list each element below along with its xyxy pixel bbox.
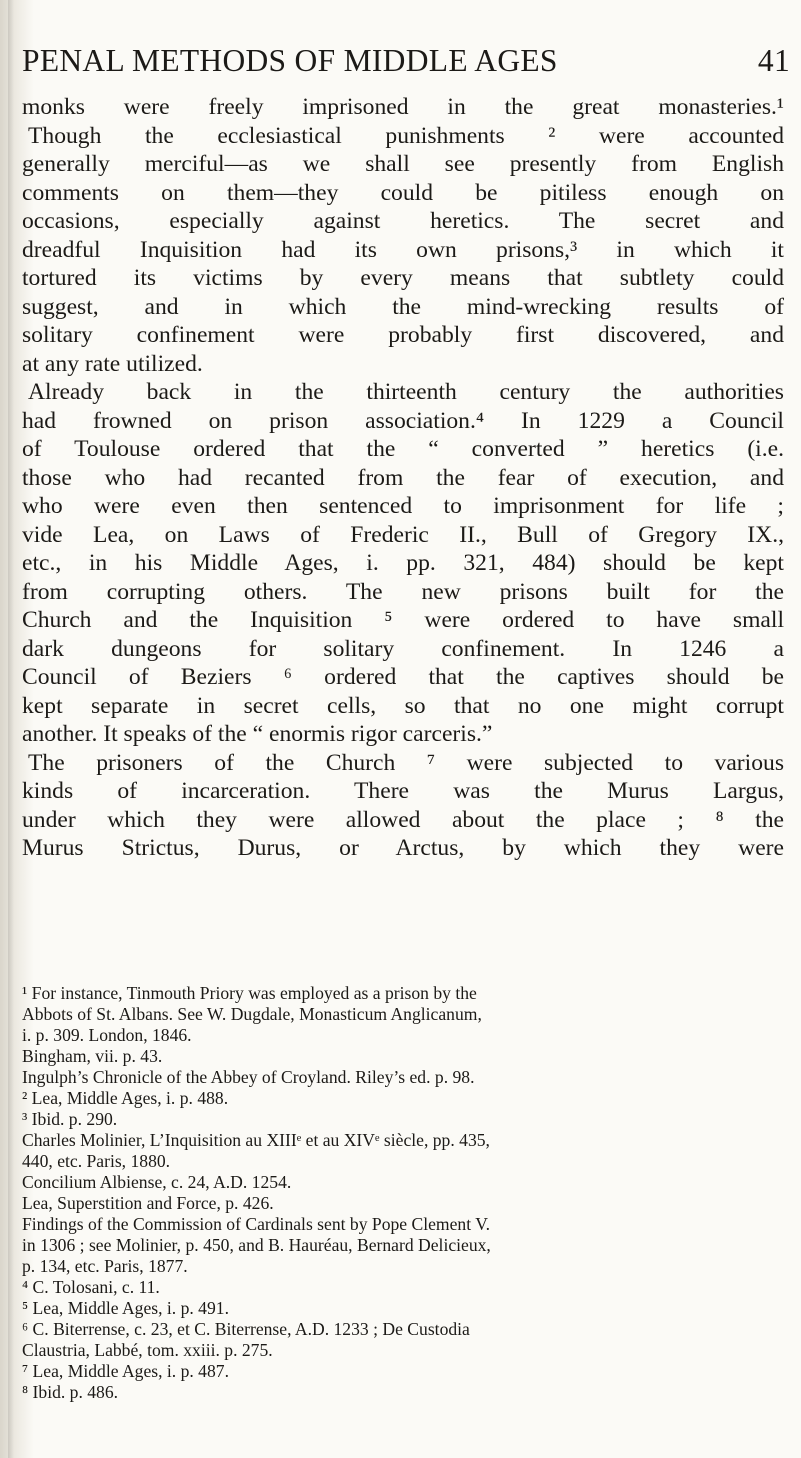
footnote-line: Bingham, vii. p. 43. — [22, 1046, 163, 1066]
footnote-line: in 1306 ; see Molinier, p. 450, and B. Hauréau, Bernard Delicieux, — [22, 1235, 491, 1255]
body-line: Church and the Inquisition ⁵ were ordered to have small — [22, 607, 784, 633]
body-line: occasions, especially against heretics. The secret and — [22, 208, 784, 234]
body-line: under which they were allowed about the place ; ⁸ the — [22, 806, 784, 833]
page-number: 41 — [757, 43, 790, 78]
footnote-line: Lea, Superstition and Force, p. 426. — [22, 1193, 274, 1213]
body-line: etc., in his Middle Ages, i. pp. 321, 484) should be kept — [22, 550, 784, 576]
footnote-line: ⁵ Lea, Middle Ages, i. p. 491. — [22, 1298, 229, 1318]
footnote-line: Abbots of St. Albans. See W. Dugdale, Monasticum Anglicanum, — [22, 1004, 482, 1024]
body-line: who were even then sentenced to imprisonment for life ; — [22, 493, 784, 519]
body-line: those who had recanted from the fear of execution, and — [22, 464, 784, 491]
footnotes — [22, 983, 792, 1403]
body-line: kinds of incarceration. There was the Murus Largus, — [22, 778, 784, 804]
body-line: solitary confinement were probably first discovered, and — [22, 322, 784, 348]
footnote-line: ¹ For instance, Tinmouth Priory was employed as a prison by the — [22, 983, 477, 1003]
footnote-line: Claustria, Labbé, tom. xxiii. p. 275. — [22, 1340, 273, 1360]
footnote-line: ⁸ Ibid. p. 486. — [22, 1382, 119, 1402]
body-line: monks were freely imprisoned in the great monasteries.¹ — [22, 94, 784, 120]
body-text — [22, 93, 784, 863]
body-line: from corrupting others. The new prisons built for the — [22, 578, 784, 605]
body-line: dreadful Inquisition had its own prisons,³ in which it — [22, 236, 784, 263]
footnote-line: i. p. 309. London, 1846. — [22, 1025, 192, 1045]
footnote-line: ⁶ C. Biterrense, c. 23, et C. Biterrense, A.D. 1233 ; De Custodia — [22, 1319, 470, 1339]
footnote-line: ⁴ C. Tolosani, c. 11. — [22, 1277, 160, 1297]
body-line: kept separate in secret cells, so that no one might corrupt — [22, 692, 784, 719]
body-line: Murus Strictus, Durus, or Arctus, by which they were — [22, 835, 784, 861]
footnote-line: ² Lea, Middle Ages, i. p. 488. — [22, 1088, 229, 1108]
body-line: at any rate utilized. — [22, 350, 203, 377]
body-line: another. It speaks of the “ enormis rigor carceris.” — [22, 721, 493, 747]
body-line: Council of Beziers ⁶ ordered that the captives should be — [22, 664, 784, 690]
footnote-line: Ingulph’s Chronicle of the Abbey of Croyland. Riley’s ed. p. 98. — [22, 1067, 475, 1087]
body-line: had frowned on prison association.⁴ In 1229 a Council — [22, 407, 784, 434]
running-head — [22, 41, 790, 81]
running-head-title: PENAL METHODS OF MIDDLE AGES — [22, 43, 558, 78]
footnote-line: Charles Molinier, L’Inquisition au XIIIᵉ et au XIVᵉ siècle, pp. 435, — [22, 1130, 490, 1150]
body-line: Already back in the thirteenth century the authorities — [28, 379, 784, 405]
footnote-line: ³ Ibid. p. 290. — [22, 1109, 118, 1129]
footnote-line: 440, etc. Paris, 1880. — [22, 1151, 171, 1171]
binding-shadow — [8, 0, 14, 1458]
body-line: The prisoners of the Church ⁷ were subjected to various — [28, 749, 784, 776]
body-line: suggest, and in which the mind-wrecking results of — [22, 293, 784, 320]
body-line: generally merciful—as we shall see presently from English — [22, 151, 784, 177]
body-line: tortured its victims by every means that subtlety could — [22, 265, 784, 291]
body-line: vide Lea, on Laws of Frederic II., Bull of Gregory IX., — [22, 521, 784, 548]
body-line: comments on them—they could be pitiless enough on — [22, 179, 784, 206]
body-line: Though the ecclesiastical punishments ² were accounted — [28, 122, 784, 149]
footnote-line: Concilium Albiense, c. 24, A.D. 1254. — [22, 1172, 292, 1192]
body-line: dark dungeons for solitary confinement. In 1246 a — [22, 635, 784, 662]
footnote-line: p. 134, etc. Paris, 1877. — [22, 1256, 188, 1276]
body-line: of Toulouse ordered that the “ converted ” heretics (i.e. — [22, 436, 784, 462]
footnote-line: Findings of the Commission of Cardinals sent by Pope Clement V. — [22, 1214, 491, 1234]
footnote-line: ⁷ Lea, Middle Ages, i. p. 487. — [22, 1361, 229, 1381]
